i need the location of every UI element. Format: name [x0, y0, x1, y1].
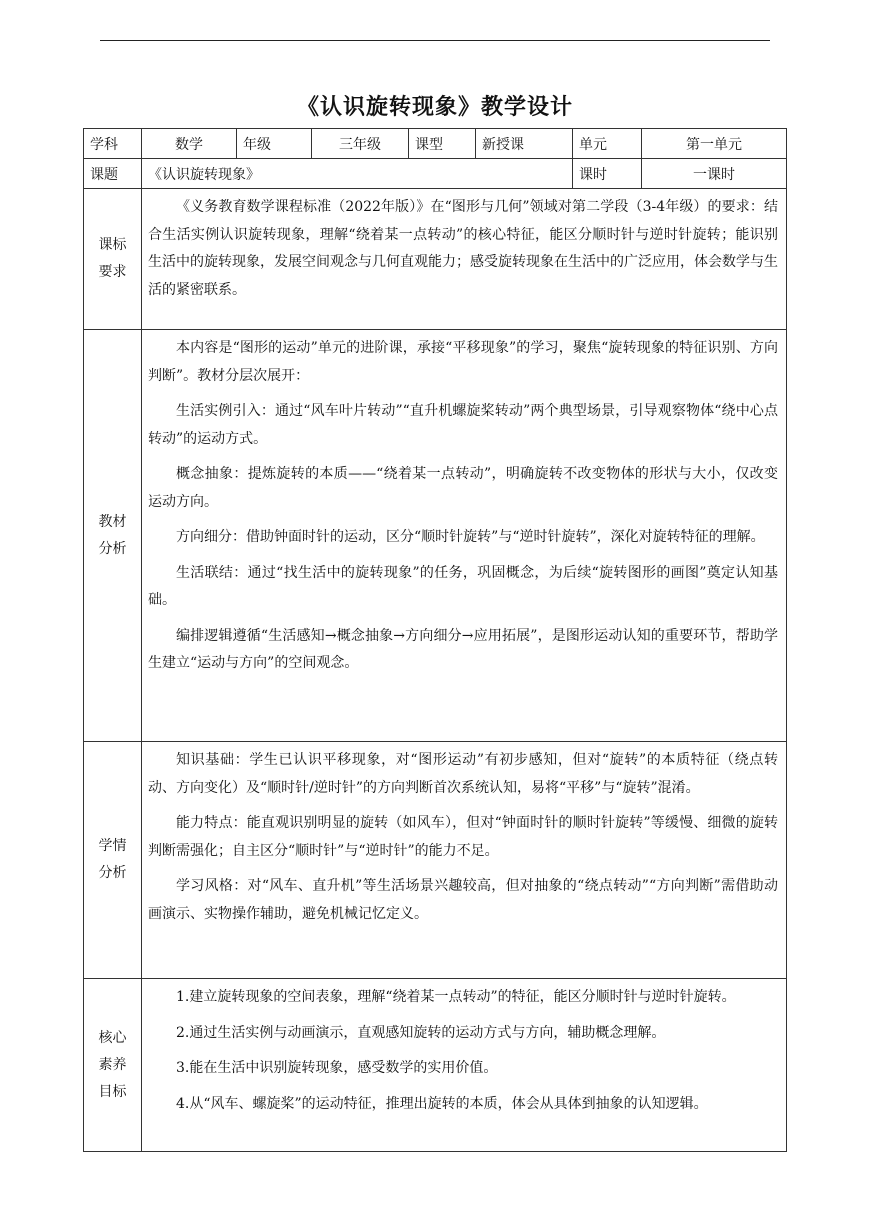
textbook-analysis-row	[84, 330, 787, 742]
paragraph: 编排逻辑遵循“生活感知→概念抽象→方向细分→应用拓展”，是图形运动认知的重要环节，帮助学生建立“运动与方向”的空间观念。	[148, 627, 778, 671]
section-label-line: 素养	[98, 1056, 127, 1073]
paragraph: 3.能在生活中识别旋转现象，感受数学的实用价值。	[176, 1060, 498, 1076]
subject-value: 数学	[142, 129, 237, 159]
topic-value: 《认识旋转现象》	[142, 159, 573, 189]
section-label	[84, 189, 142, 330]
unit-value: 第一单元	[642, 129, 787, 159]
section-label-line: 分析	[98, 865, 127, 881]
section-label	[84, 742, 142, 979]
paragraph: 方向细分：借助钟面时针的运动，区分“顺时针旋转”与“逆时针旋转”，深化对旋转特征的理解。	[176, 529, 765, 545]
paragraph: 学习风格：对“风车、直升机”等生活场景兴趣较高，但对抽象的“绕点转动”“方向判断”需借助动画演示、实物操作辅助，避免机械记忆定义。	[148, 878, 778, 922]
standards-row	[84, 189, 787, 330]
lesson-type-label: 课型	[409, 129, 476, 159]
lesson-plan-table	[83, 128, 787, 1152]
grade-value: 三年级	[312, 129, 409, 159]
section-label-line: 要求	[98, 264, 127, 280]
section-label-line: 课标	[98, 237, 127, 253]
grade-label: 年级	[237, 129, 312, 159]
lesson-type-value: 新授课	[476, 129, 573, 159]
subject-label: 学科	[84, 129, 142, 159]
hours-value: 一课时	[642, 159, 787, 189]
section-content	[142, 979, 787, 1152]
document-title: 《认识旋转现象》教学设计	[296, 94, 573, 120]
paragraph: 《义务教育数学课程标准（2022年版）》在“图形与几何”领域对第二学段（3-4年级）的要求：结合生活实例认识旋转现象，理解“绕着某一点转动”的核心特征，能区分顺时针与逆时针旋转；能识别生活中的旋转现象，发展空间观念与几何直观能力；感受旋转现象在生活中的广泛应用，体会数学与生活的紧密联系。	[148, 199, 778, 298]
topic-row	[84, 159, 787, 189]
core-goals-row	[84, 979, 787, 1152]
section-content	[142, 330, 787, 742]
section-label-line: 核心	[98, 1029, 127, 1046]
paragraph: 4.从“风车、螺旋桨”的运动特征，推理出旋转的本质，体会从具体到抽象的认知逻辑。	[176, 1095, 708, 1112]
topic-label: 课题	[84, 159, 142, 189]
info-row	[84, 129, 787, 159]
section-label-line: 学情	[98, 838, 127, 854]
paragraph: 本内容是“图形的运动”单元的进阶课，承接“平移现象”的学习，聚焦“旋转现象的特征识别、方向判断”。教材分层次展开：	[148, 340, 778, 384]
section-label-line: 教材	[98, 513, 127, 530]
paragraph: 概念抽象：提炼旋转的本质——“绕着某一点转动”，明确旋转不改变物体的形状与大小，仅改变运动方向。	[148, 466, 778, 510]
section-content	[142, 189, 787, 330]
section-label-line: 目标	[98, 1083, 127, 1100]
unit-label: 单元	[573, 129, 642, 159]
paragraph: 1.建立旋转现象的空间表象，理解“绕着某一点转动”的特征，能区分顺时针与逆时针旋转。	[176, 989, 736, 1005]
section-label	[84, 330, 142, 742]
paragraph: 2.通过生活实例与动画演示，直观感知旋转的运动方式与方向，辅助概念理解。	[176, 1024, 666, 1041]
paragraph: 知识基础：学生已认识平移现象，对“图形运动”有初步感知，但对“旋转”的本质特征（绕点转动、方向变化）及“顺时针/逆时针”的方向判断首次系统认知，易将“平移”与“旋转”混淆。	[148, 752, 778, 796]
header-rule	[100, 40, 770, 41]
section-content	[142, 742, 787, 979]
section-label-line: 分析	[98, 540, 127, 557]
student-analysis-row	[84, 742, 787, 979]
paragraph: 能力特点：能直观识别明显的旋转（如风车），但对“钟面时针的顺时针旋转”等缓慢、细微的旋转判断需强化；自主区分“顺时针”与“逆时针”的能力不足。	[148, 815, 778, 859]
section-label	[84, 979, 142, 1152]
paragraph: 生活联结：通过“找生活中的旋转现象”的任务，巩固概念，为后续“旋转图形的画图”奠定认知基础。	[148, 564, 778, 608]
paragraph: 生活实例引入：通过“风车叶片转动”“直升机螺旋桨转动”两个典型场景，引导观察物体“绕中心点转动”的运动方式。	[148, 403, 778, 447]
hours-label: 课时	[573, 159, 642, 189]
